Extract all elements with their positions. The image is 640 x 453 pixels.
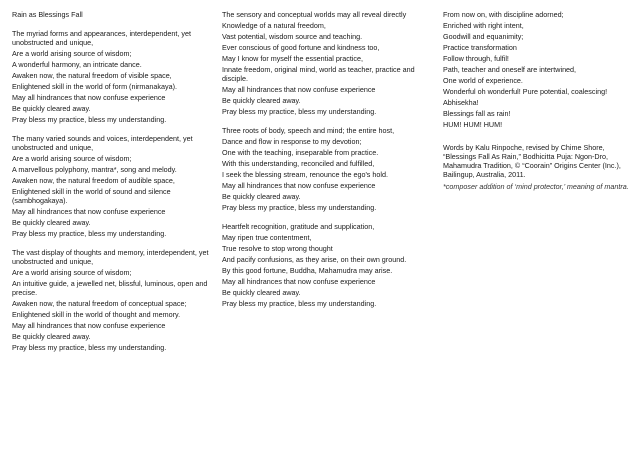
verse-line: A marvellous polyphony, mantra*, song and melody. — [12, 165, 177, 174]
verse-line: Practice transformation — [443, 43, 517, 52]
verse-line: Be quickly cleared away. — [12, 218, 91, 227]
verse-line: Awaken now, the natural freedom of audible space, — [12, 176, 175, 185]
verse-line: Follow through, fulfil! — [443, 54, 509, 63]
verse-line: Heartfelt recognition, gratitude and supplication, — [222, 222, 375, 231]
verse-line: Be quickly cleared away. — [222, 192, 301, 201]
verse-line: Pray bless my practice, bless my understanding. — [222, 107, 377, 116]
verse-line: May all hindrances that now confuse experience — [222, 85, 376, 94]
verse-line: The vast display of thoughts and memory, interdependent, yet unobstructed and unique, — [12, 248, 209, 266]
verse-line: Vast potential, wisdom source and teaching. — [222, 32, 363, 41]
verse-line: Enlightened skill in the world of sound and silence (sambhogakaya). — [12, 187, 171, 205]
verse-line: Awaken now, the natural freedom of conceptual space; — [12, 299, 187, 308]
stanza-5 — [222, 126, 428, 212]
verse-line: May all hindrances that now confuse experience — [222, 181, 376, 190]
attribution — [443, 143, 633, 191]
verse-line: Awaken now, the natural freedom of visible space, — [12, 71, 172, 80]
verse-line: Are a world arising source of wisdom; — [12, 268, 132, 277]
verse-line: Pray bless my practice, bless my understanding. — [12, 343, 167, 352]
verse-line: I seek the blessing stream, renounce the ego's hold. — [222, 170, 388, 179]
verse-line: Are a world arising source of wisdom; — [12, 154, 132, 163]
verse-line: HUM! HUM! HUM! — [443, 120, 503, 129]
verse-line: Abhisekha! — [443, 98, 479, 107]
verse-line: Are a world arising source of wisdom; — [12, 49, 132, 58]
verse-line: Pray bless my practice, bless my understanding. — [12, 115, 167, 124]
verse-line: Blessings fall as rain! — [443, 109, 511, 118]
verse-line: Innate freedom, original mind, world as teacher, practice and disciple. — [222, 65, 415, 83]
verse-line: May all hindrances that now confuse experience — [222, 277, 376, 286]
verse-line: One with the teaching, inseparable from practice. — [222, 148, 379, 157]
verse-line: The many varied sounds and voices, interdependent, yet unobstructed and unique, — [12, 134, 193, 152]
verse-line: One world of experience. — [443, 76, 523, 85]
verse-line: With this understanding, reconciled and fulfilled, — [222, 159, 375, 168]
attribution-text: Words by Kalu Rinpoche, revised by Chime Shore, “Blessings Fall As Rain,” Bodhicitta Puja: Ngon-Dro, Mahamudra Tradition, © “Coorain” Origins Center (Inc.), Bailingup, Australia, 2011. — [443, 143, 621, 179]
verse-line: Be quickly cleared away. — [222, 288, 301, 297]
verse-line: Enlightened skill in the world of thought and memory. — [12, 310, 181, 319]
stanza-4 — [222, 10, 428, 116]
verse-line: Pray bless my practice, bless my understanding. — [222, 299, 377, 308]
verse-line: From now on, with discipline adorned; — [443, 10, 564, 19]
verse-line: May all hindrances that now confuse experience — [12, 321, 166, 330]
verse-line: Knowledge of a natural freedom, — [222, 21, 326, 30]
verse-line: Wonderful oh wonderful! Pure potential, coalescing! — [443, 87, 608, 96]
verse-line: Be quickly cleared away. — [12, 332, 91, 341]
verse-line: Be quickly cleared away. — [222, 96, 301, 105]
verse-line: The sensory and conceptual worlds may all reveal directly — [222, 10, 407, 19]
stanza-2 — [12, 134, 214, 238]
verse-line: By this good fortune, Buddha, Mahamudra may arise. — [222, 266, 393, 275]
verse-line: May ripen true contentment, — [222, 233, 312, 242]
verse-line: Three roots of body, speech and mind; the entire host, — [222, 126, 395, 135]
verse-line: May I know for myself the essential practice, — [222, 54, 364, 63]
stanza-6 — [222, 222, 428, 308]
column-1 — [12, 10, 214, 362]
footnote: *composer addition of ‘mind protector,’ meaning of mantra. — [443, 182, 629, 191]
stanza-1 — [12, 29, 214, 124]
verse-line: Be quickly cleared away. — [12, 104, 91, 113]
verse-line: Goodwill and equanimity; — [443, 32, 524, 41]
verse-line: Enriched with right intent, — [443, 21, 524, 30]
column-2 — [222, 10, 428, 318]
verse-line: A wonderful harmony, an intricate dance. — [12, 60, 142, 69]
stanza-3 — [12, 248, 214, 352]
verse-line: And pacify confusions, as they arise, on their own ground. — [222, 255, 407, 264]
verse-line: Path, teacher and oneself are intertwined, — [443, 65, 577, 74]
column-3 — [443, 10, 633, 191]
verse-line: The myriad forms and appearances, interdependent, yet unobstructed and unique, — [12, 29, 191, 47]
verse-line: An intuitive guide, a jewelled net, blissful, luminous, open and precise. — [12, 279, 208, 297]
poem-title: Rain as Blessings Fall — [12, 10, 83, 19]
verse-line: May all hindrances that now confuse experience — [12, 93, 166, 102]
verse-line: Ever conscious of good fortune and kindness too, — [222, 43, 380, 52]
verse-line: Pray bless my practice, bless my understanding. — [222, 203, 377, 212]
verse-line: Pray bless my practice, bless my understanding. — [12, 229, 167, 238]
verse-line: May all hindrances that now confuse experience — [12, 207, 166, 216]
stanza-7 — [443, 10, 633, 129]
verse-line: Enlightened skill in the world of form (nirmanakaya). — [12, 82, 177, 91]
verse-line: Dance and flow in response to my devotion; — [222, 137, 362, 146]
verse-line: True resolve to stop wrong thought — [222, 244, 333, 253]
